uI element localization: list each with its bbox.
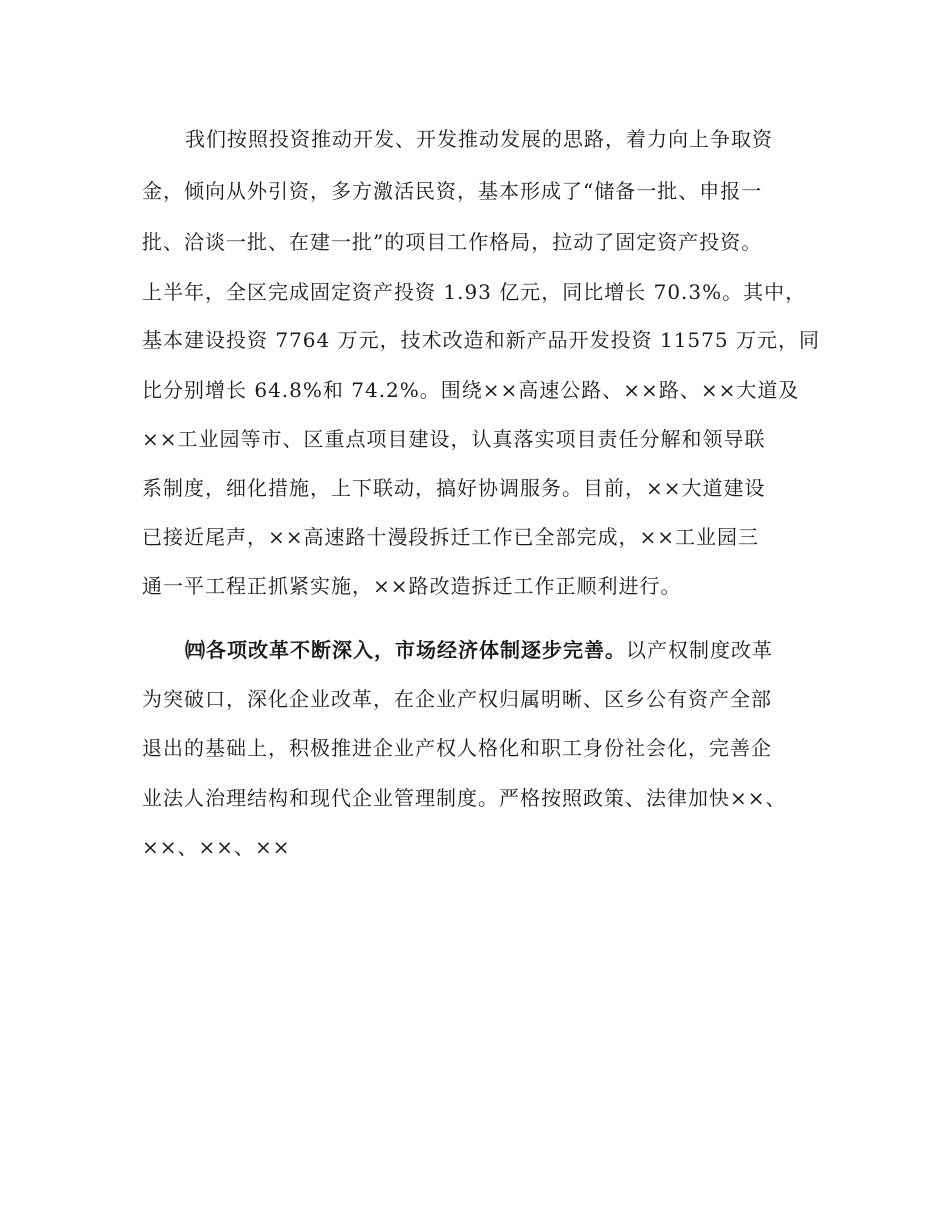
- paragraph2-line: 为突破口，深化企业改革，在企业产权归属明晰、区乡公有资产全部: [142, 687, 772, 711]
- section-heading: ㈣各项改革不断深入，市场经济体制逐步完善。: [185, 638, 626, 662]
- paragraph2-line: 业法人治理结构和现代企业管理制度。严格按照政策、法律加快××、: [142, 786, 787, 810]
- paragraph1-line: 基本建设投资 7764 万元，技术改造和新产品开发投资 11575 万元，同: [142, 328, 820, 352]
- paragraph2-text: 以产权制度改革: [626, 638, 773, 662]
- paragraph1-line: 金，倾向从外引资，多方激活民资，基本形成了“储备一批、申报一: [142, 179, 763, 203]
- paragraph1-line: 系制度，细化措施，上下联动，搞好协调服务。目前，××大道建设: [142, 476, 766, 500]
- paragraph1-line: 通一平工程正抓紧实施，××路改造拆迁工作正顺利进行。: [142, 574, 682, 598]
- paragraph1-line: 已接近尾声，××高速路十漫段拆迁工作已全部完成，××工业园三: [142, 525, 760, 549]
- paragraph1-line: ××工业园等市、区重点项目建设，认真落实项目责任分解和领导联: [142, 427, 766, 451]
- paragraph1-line: 比分别增长 64.8%和 74.2%。围绕××高速公路、××路、××大道及: [142, 378, 800, 402]
- paragraph2-line: 退出的基础上，积极推进企业产权人格化和职工身份社会化，完善企: [142, 736, 772, 760]
- paragraph2-first-line: [185, 638, 773, 662]
- paragraph1-line: 我们按照投资推动开发、开发推动发展的思路，着力向上争取资: [185, 127, 773, 151]
- paragraph1-line: 上半年，全区完成固定资产投资 1.93 亿元，同比增长 70.3%。其中，: [142, 280, 807, 304]
- paragraph2-line: ××、××、××: [142, 835, 291, 859]
- paragraph1-line: 批、洽谈一批、在建一批”的项目工作格局，拉动了固定资产投资。: [142, 230, 763, 254]
